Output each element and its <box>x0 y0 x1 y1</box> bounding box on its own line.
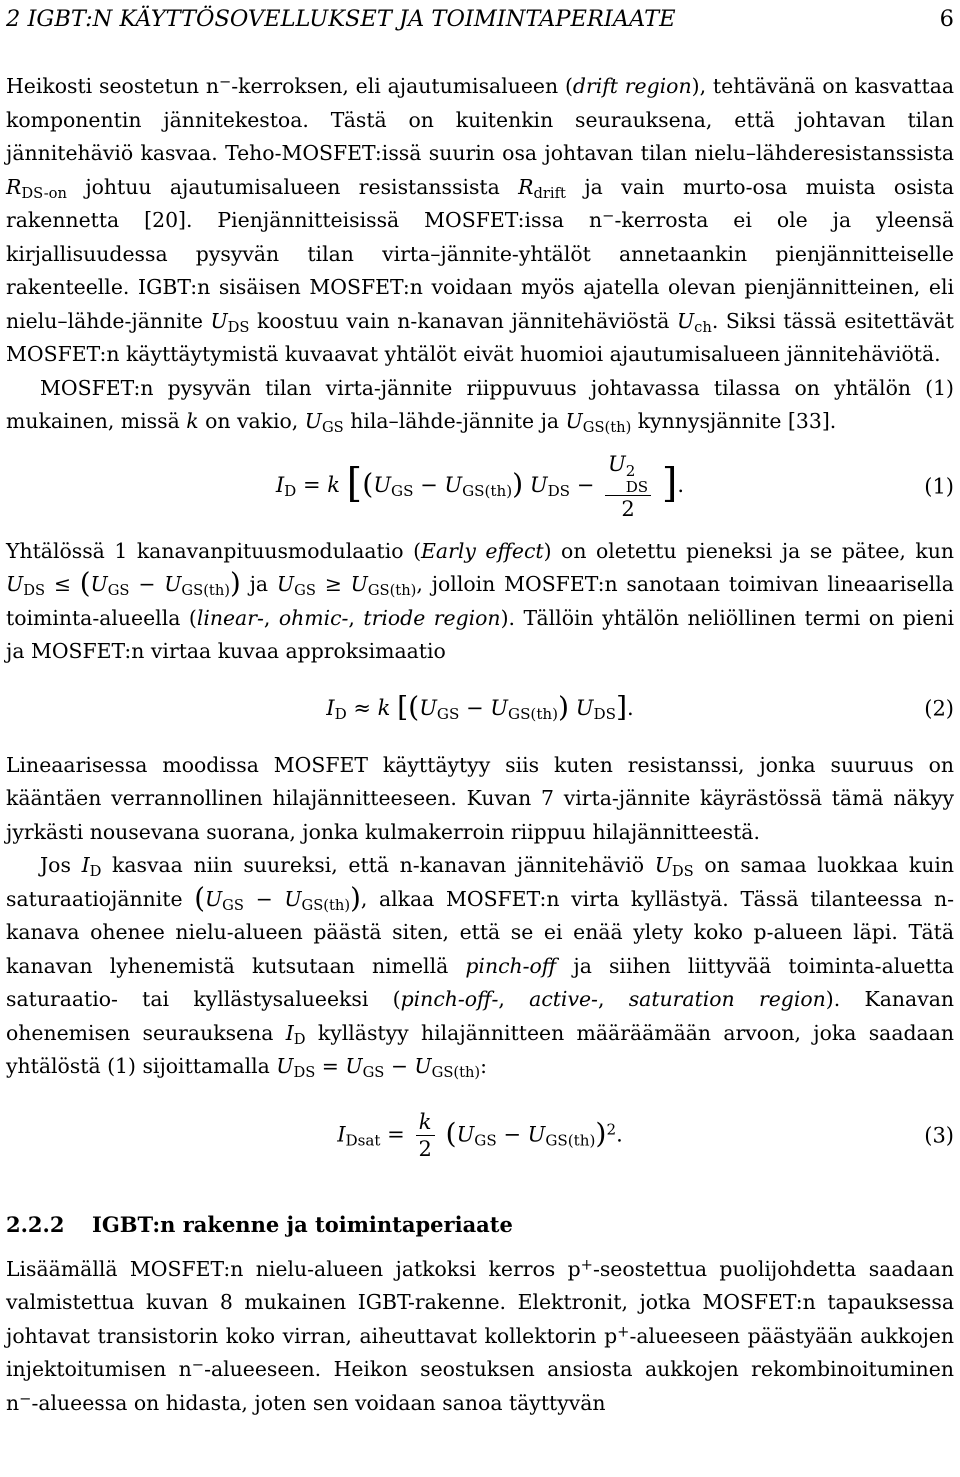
fraction-k-over-2: $\frac{k}{2}$ <box>415 1109 434 1163</box>
paragraph-igbt-structure: Lisäämällä MOSFET:n nielu-alueen jatkoksi kerros p+-seostettua puolijohdetta saadaan valmistettua kuvan 8 mukainen IGBT-rakenne. Elektronit, jotka MOSFET:n tapauksessa johtavat transistorin koko virran, aiheuttavat kollektorin p+-alueeseen päästyään aukkojen injektoitumisen n−-alueeseen. Heikon seostuksen ansiosta aukkojen rekombinoituminen n−-alueessa on hidasta, joten sen voidaan sanoa täyttyvän <box>6 1255 954 1415</box>
body-text <box>6 70 954 1420</box>
paragraph-drift-region: Heikosti seostetun n−-kerroksen, eli ajautumisalueen (drift region), tehtävänä on kasvattaa komponentin jännitekestoa. Tästä on kuitenkin seurauksena, että johtavan tilan jännitehäviö kasvaa. Teho-MOSFET:issä suurin osa johtavan tilan nielu–lähderesistanssista $R_{DS-on}$ johtuu ajautumisalueen resistanssista $R_{drift}$ ja vain murto-osa muista osista rakennetta [20]. Pienjännitteisissä MOSFET:issa n−-kerrosta ei ole ja yleensä kirjallisuudessa pysyvän tilan virta–jännite-yhtälöt annetaankin pienjännitteiselle rakenteelle. IGBT:n sisäisen MOSFET:n voidaan myös ajatella olevan pienjännitteinen, eli nielu–lähde-jännite $U_{DS}$ koostuu vain n-kanavan jännitehäviöstä $U_{ch}$. Siksi tässä esitettävät MOSFET:n käyttäytymistä kuvaavat yhtälöt eivät huomioi ajautumisalueen jännitehäviötä. <box>6 73 955 366</box>
running-header <box>6 2 954 36</box>
paragraph-linear-region: Yhtälössä 1 kanavanpituusmodulaatio (Early effect) on oletettu pieneksi ja se pätee, kun $U_{DS} \le (U_{GS} - U_{GS(th)})$ ja $U_{GS} \ge U_{GS(th)}$, jolloin MOSFET:n sanotaan toimivan lineaarisella toiminta-alueella (linear-, ohmic-, triode region). Tällöin yhtälön neliöllinen termi on pieni ja MOSFET:n virtaa kuvaa approksimaatio <box>6 538 955 663</box>
fraction-uds2-over-2: U 2 DS 2 <box>605 451 651 522</box>
equation-number-1: (1) <box>924 473 954 498</box>
equation-2-body: $I_D \approx k$ [$(U_{GS} - U_{GS(th)})$ $U_{DS}$]. <box>326 690 634 724</box>
page-number: 6 <box>939 6 954 32</box>
header-title: 2 IGBT:N KÄYTTÖSOVELLUKSET JA TOIMINTAPERIAATE <box>6 6 676 32</box>
equation-2 <box>6 669 954 749</box>
section-heading <box>6 1208 954 1241</box>
equation-1 <box>6 439 954 535</box>
equation-3 <box>6 1084 954 1188</box>
paragraph-linear-mode: Lineaarisessa moodissa MOSFET käyttäytyy siis kuten resistanssi, jonka suuruus on kääntäen verrannollinen hilajännitteeseen. Kuvan 7 virta-jännite käyrästössä tämä näkyy jyrkästi nousevana suorana, jonka kulmakerroin riippuu hilajännitteestä. <box>6 752 954 844</box>
paragraph-mosfet-iv: MOSFET:n pysyvän tilan virta-jännite riippuvuus johtavassa tilassa on yhtälön (1) mukainen, missä k on vakio, $U_{GS}$ hila–lähde-jännite ja $U_{GS(th)}$ kynnysjännite [33]. <box>6 375 954 437</box>
equation-number-2: (2) <box>924 695 954 720</box>
section-number: 2.2.2 <box>6 1211 65 1237</box>
paragraph-saturation: Jos $I_D$ kasvaa niin suureksi, että n-kanavan jännitehäviö $U_{DS}$ on samaa luokkaa kuin saturaatiojännite $(U_{GS} - U_{GS(th)})$, alkaa MOSFET:n virta kyllästyä. Tässä tilanteessa n-kanava ohenee nielu-alueen päästä siten, että se ei enää ylety koko p-alueen läpi. Tätä kanavan lyhenemistä kutsutaan nimellä pinch-off ja siihen liittyvää toiminta-aluetta saturaatio- tai kyllästysalueeksi (pinch-off-, active-, saturation region). Kanavan ohenemisen seurauksena $I_D$ kyllästyy hilajännitteen määräämään arvoon, joka saadaan yhtälöstä (1) sijoittamalla $U_{DS} = U_{GS} - U_{GS(th)}$: <box>6 853 955 1082</box>
equation-1-body: $I_D = k$ [$(U_{GS} - U_{GS(th)}) U_{DS}$ − U 2 DS 2 ]. <box>275 452 685 521</box>
equation-3-body: $I_{Dsat}$ = $\frac{k}{2}$ $(U_{GS} - U_{GS(th)})^2$. <box>337 1109 623 1161</box>
section-title: IGBT:n rakenne ja toimintaperiaate <box>92 1211 513 1237</box>
equation-number-3: (3) <box>924 1122 954 1147</box>
